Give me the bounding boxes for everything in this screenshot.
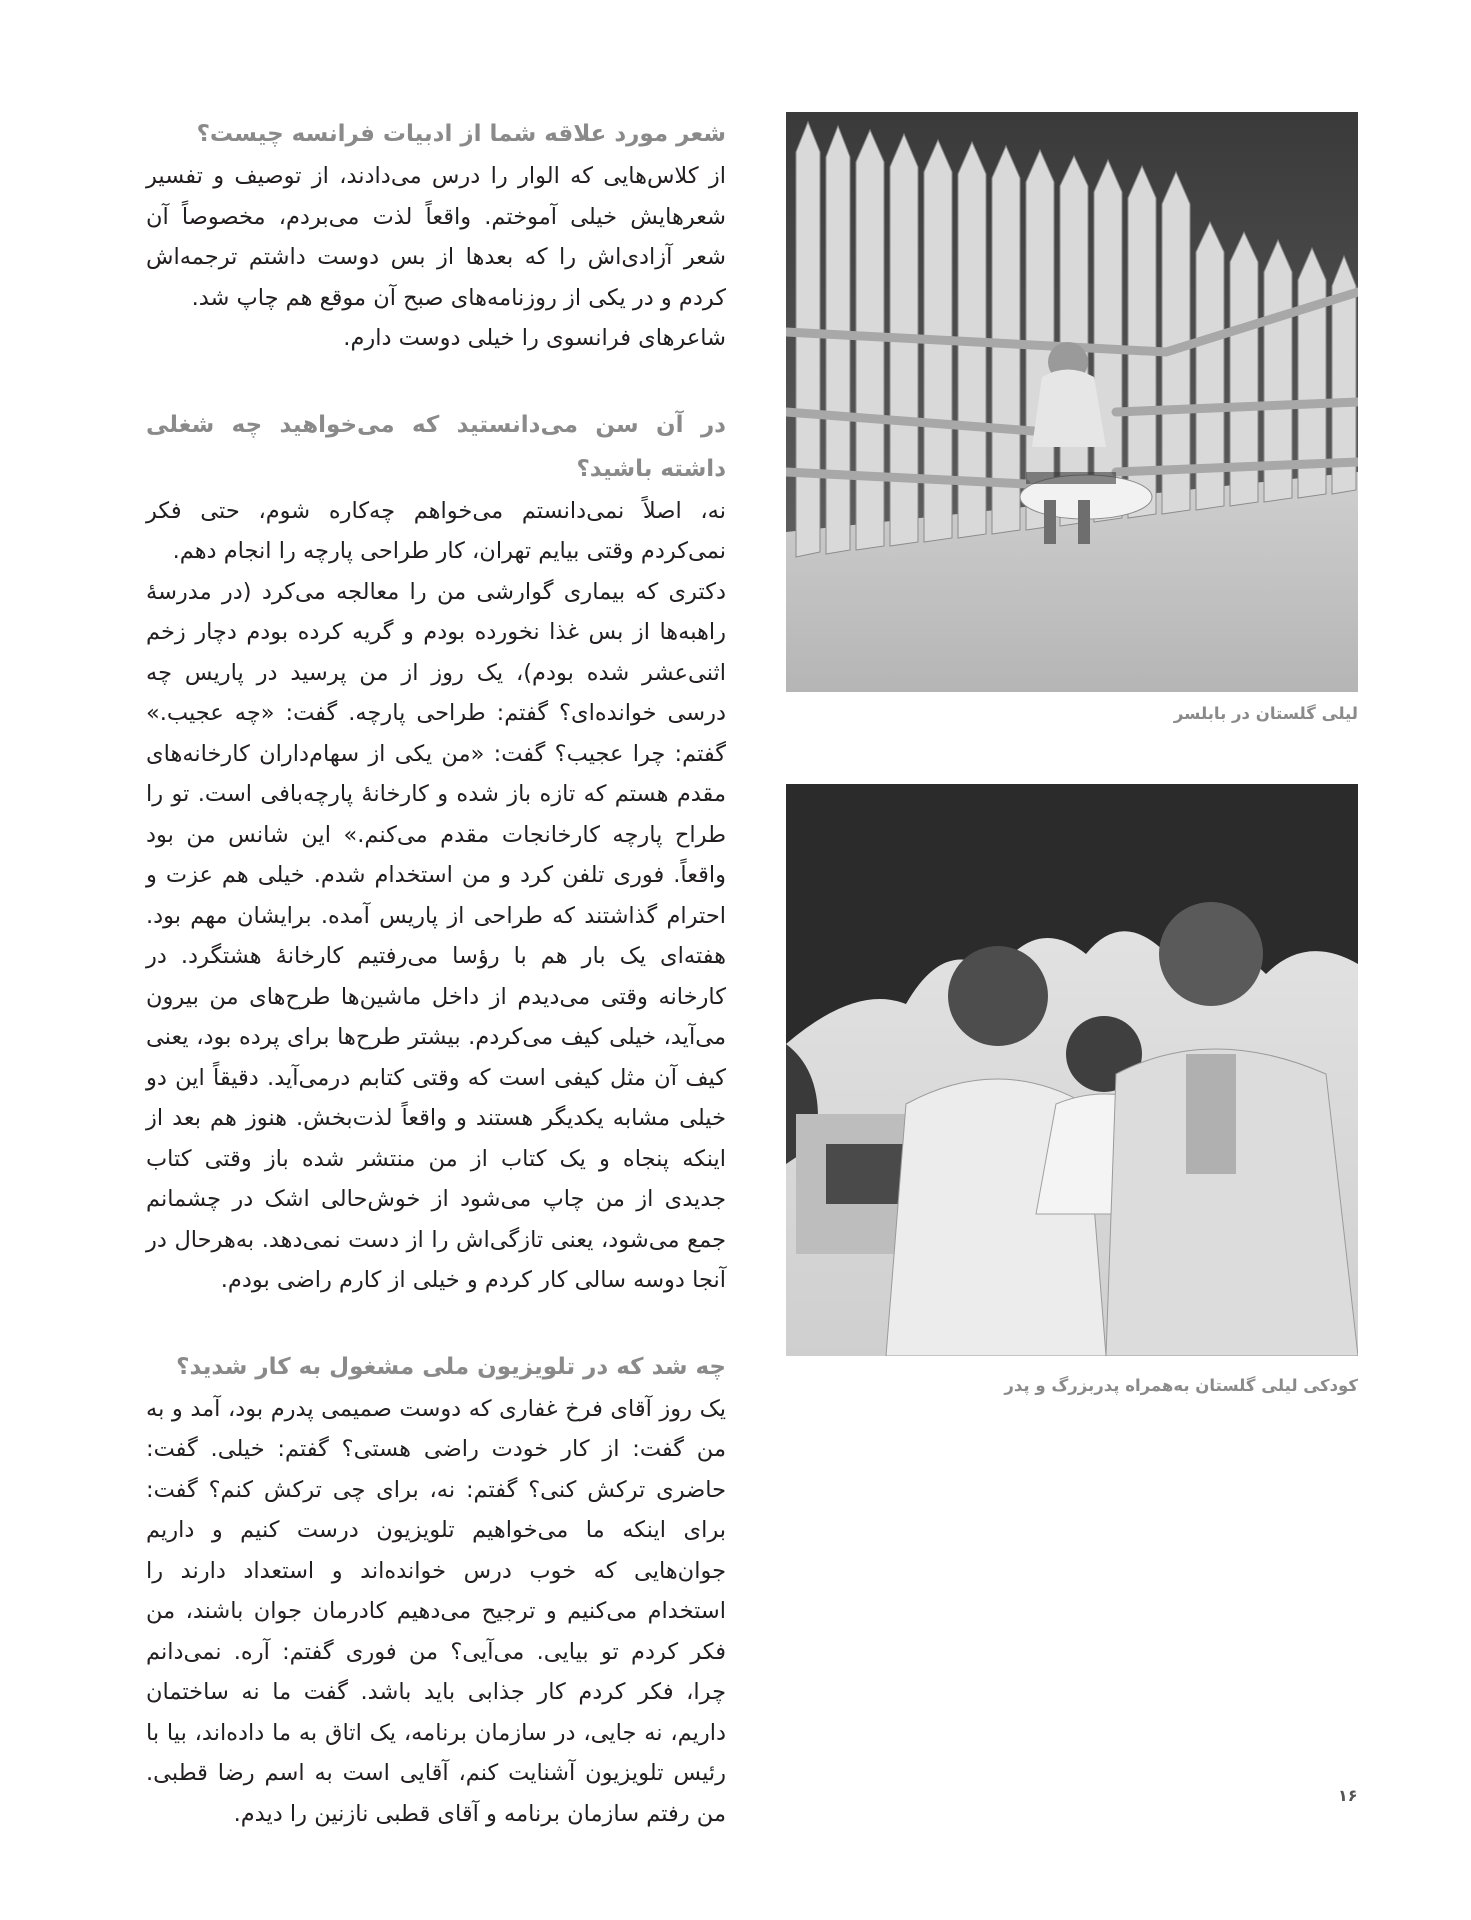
answer-paragraph: از کلاس‌هایی که الوار را درس می‌دادند، از توصیف و تفسیر شعرهایش خیلی آموختم. واقعاً لذت می‌بردم، مخصوصاً آن شعر آزادی‌اش را که بعدها از بس دوست داشتم ترجمه‌اش کردم و در یکی از روزنامه‌های صبح آن موقع هم چاپ شد. (146, 163, 726, 311)
article-body (146, 112, 726, 1878)
interview-section-3 (146, 1345, 726, 1835)
photo-caption: لیلی گلستان در بابلسر (1173, 704, 1358, 723)
page-number: ۱۶ (1338, 1786, 1358, 1805)
photo-child-with-grandfather-and-father (786, 784, 1358, 1356)
answer-paragraph: شاعرهای فرانسوی را خیلی دوست دارم. (343, 325, 726, 351)
answer-paragraph: یک روز آقای فرخ غفاری که دوست صمیمی پدرم بود، آمد و به من گفت: از کار خودت راضی هستی؟ گفتم: خیلی. گفت: حاضری ترکش کنی؟ گفتم: نه، برای چی ترکش کنم؟ گفت: برای اینکه ما می‌خواهیم تلویزیون درست کنیم و داریم جوان‌هایی که خوب درس خوانده‌اند و استعداد دارند را استخدام می‌کنیم و ترجیح می‌دهیم کادرمان جوان باشند، من فکر کردم تو بیایی. می‌آیی؟ من فوری گفتم: آره. نمی‌دانم چرا، فکر کردم کار جذابی باید باشد. گفت ما نه ساختمان داریم، نه جایی، در سازمان برنامه، یک اتاق به ما داده‌اند، بیا با رئیس تلویزیون آشنایت کنم، آقایی است به اسم رضا قطبی. من رفتم سازمان برنامه و آقای قطبی نازنین را دیدم. (146, 1395, 726, 1827)
interview-section-2 (146, 403, 726, 1301)
photo-caption: کودکی لیلی گلستان به‌همراه پدربزرگ و پدر (1004, 1376, 1358, 1395)
answer-paragraph: دکتری که بیماری گوارشی من را معالجه می‌کرد (در مدرسهٔ راهبه‌ها از بس غذا نخورده بودم و گریه کرده بودم دچار زخم اثنی‌عشر شده بودم)، یک روز از من پرسید در پاریس چه درسی خوانده‌ای؟ گفتم: طراحی پارچه. گفت: «چه عجیب.» گفتم: چرا عجیب؟ گفت: «من یکی از سهام‌داران کارخانه‌های مقدم هستم که تازه باز شده و کارخانهٔ پارچه‌بافی است. تو را طراح پارچه کارخانجات مقدم می‌کنم.» این شانس من بود واقعاً. فوری تلفن کرد و من استخدام شدم. خیلی هم عزت و احترام گذاشتند که طراحی از پاریس آمده. برایشان مهم بود. هفته‌ای یک بار هم با رؤسا می‌رفتیم کارخانهٔ هشتگرد. در کارخانه وقتی می‌دیدم از داخل ماشین‌ها طرح‌های من بیرون می‌آید، خیلی کیف می‌کردم. بیشتر طرح‌ها برای پرده بود، یعنی کیف آن مثل کیفی است که وقتی کتابم درمی‌آید. دقیقاً این دو خیلی مشابه یکدیگر هستند و واقعاً لذت‌بخش. هنوز هم بعد از اینکه پنجاه و یک کتاب از من منتشر شده باز وقتی کتاب جدیدی از من چاپ می‌شود از خوش‌حالی اشک در چشمانم جمع می‌شود، یعنی تازگی‌اش را از دست نمی‌دهد. به‌هرحال در آنجا دوسه سالی کار کردم و خیلی از کارم راضی بودم. (146, 578, 726, 1293)
photo-family (786, 784, 1358, 1395)
question-heading: در آن سن می‌دانستید که می‌خواهید چه شغلی داشته باشید؟ (146, 411, 726, 482)
answer-paragraph: نه، اصلاً نمی‌دانستم می‌خواهم چه‌کاره شوم، حتی فکر نمی‌کردم وقتی بیایم تهران، کار طراحی پارچه را انجام دهم. (146, 497, 726, 564)
photo-babolsar (786, 112, 1358, 723)
question-heading: چه شد که در تلویزیون ملی مشغول به کار شدید؟ (176, 1353, 726, 1380)
interview-section-1 (146, 112, 726, 359)
question-heading: شعر مورد علاقه شما از ادبیات فرانسه چیست؟ (196, 121, 726, 147)
photo-child-by-fence (786, 112, 1358, 692)
